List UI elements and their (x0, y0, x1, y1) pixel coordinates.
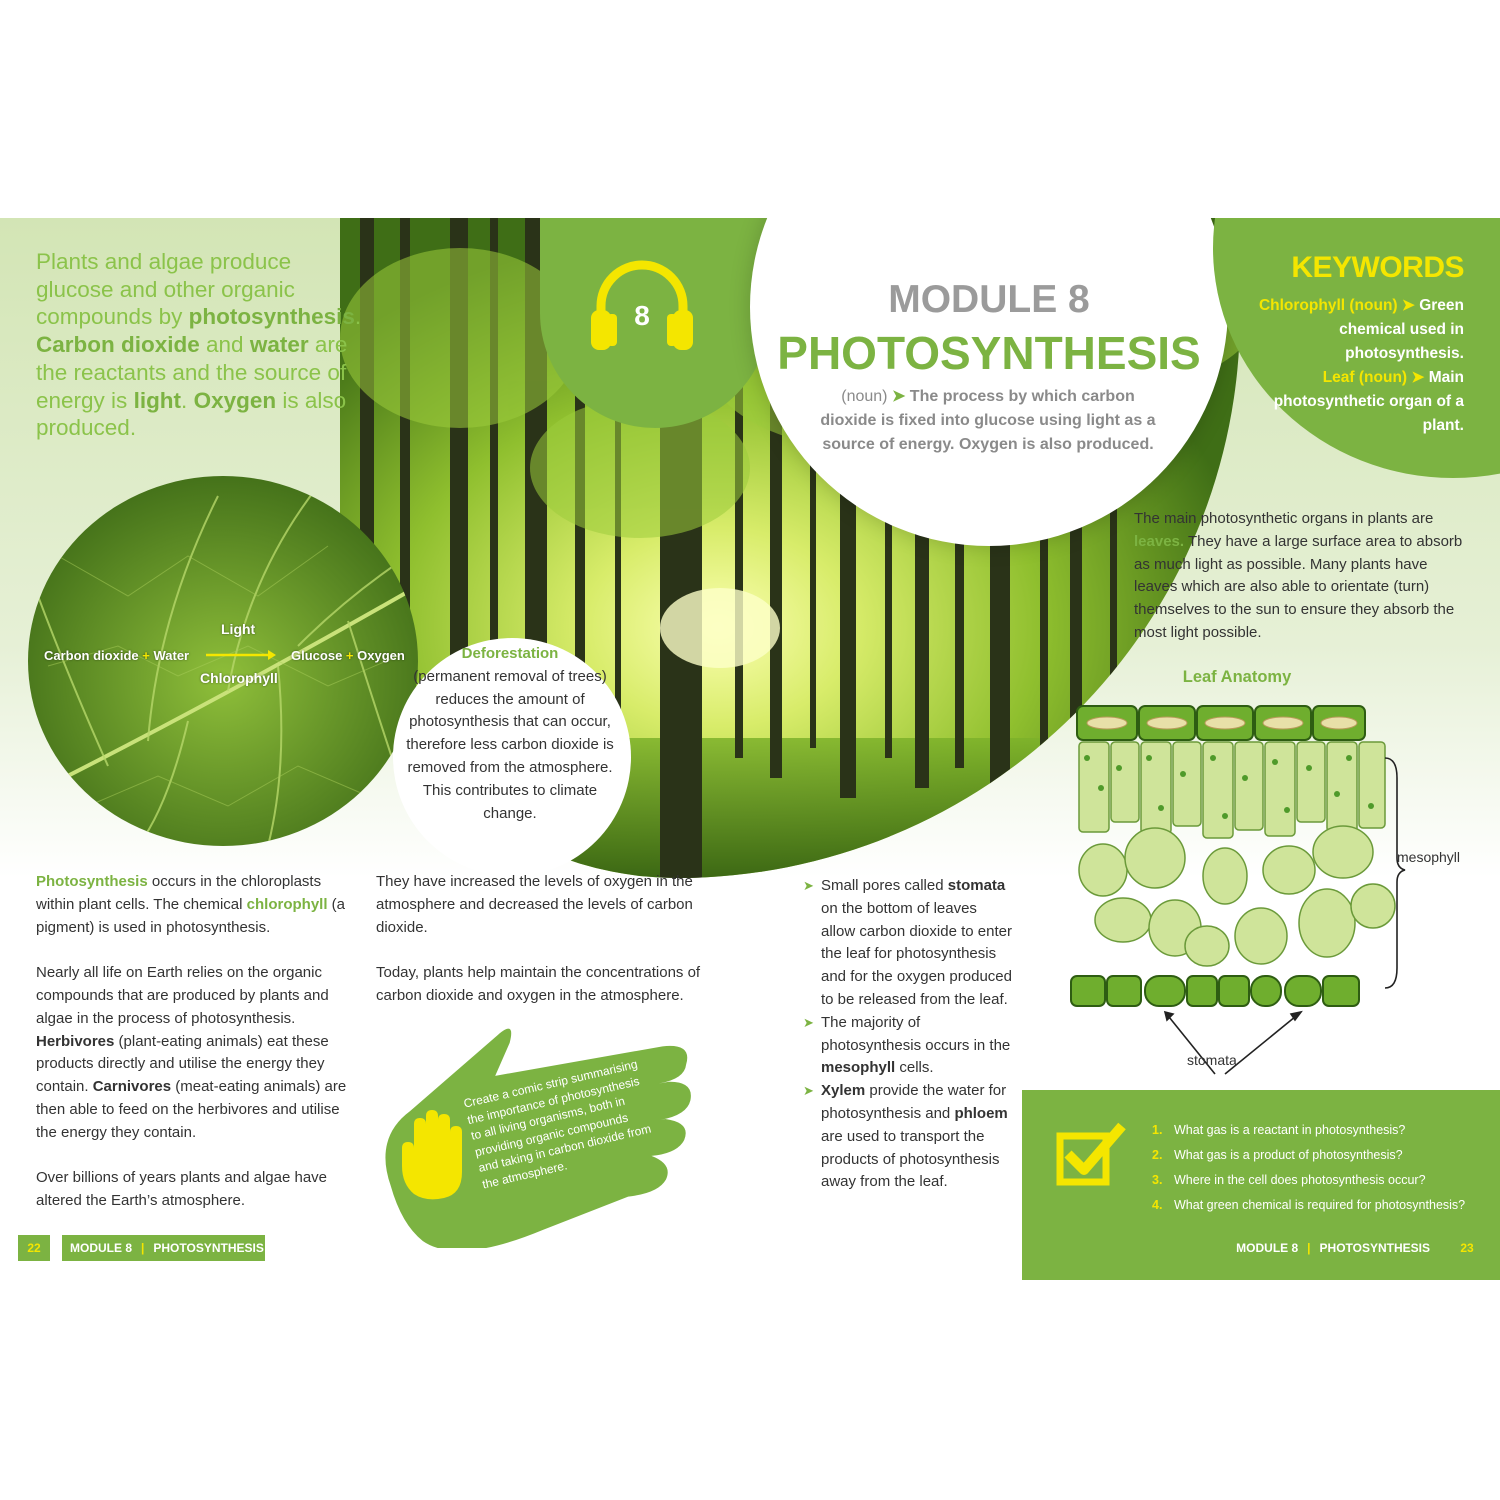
paragraph: Over billions of years plants and algae have altered the Earth’s atmosphere. (36, 1169, 328, 1210)
module-number: 8 (634, 300, 650, 331)
question-text: What green chemical is required for photosynthesis? (1174, 1198, 1466, 1212)
body-column-2 (376, 871, 706, 1031)
question-text: Where in the cell does photosynthesis occur? (1174, 1173, 1426, 1187)
bullet-item (803, 1012, 1013, 1080)
intro-part: Plants and algae produce glucose and other organic compounds by (36, 249, 295, 330)
arrow-bullet-icon: ➤ (803, 878, 814, 893)
question-text: What gas is a product of photosynthesis? (1174, 1148, 1403, 1162)
question-number: 2. (1152, 1148, 1163, 1162)
equation-reactants (44, 648, 189, 663)
page-number-left: 22 (18, 1235, 50, 1261)
question-item (1152, 1118, 1492, 1143)
activity-text: Create a comic strip summarising the importance of photosynthesis to all living organisms, both in providing organic compounds and taking in carbon dioxide from the atmosphere. (462, 1056, 653, 1192)
palisade-layer (1079, 742, 1385, 838)
page-spread (0, 218, 1500, 1282)
definition-pos: (noun) (841, 388, 888, 405)
organs-part: The main photosynthetic organs in plants are (1134, 510, 1434, 527)
intro-term: water (249, 332, 309, 358)
text: The majority of photosynthesis occurs in the (821, 1013, 1011, 1054)
footer-module: MODULE 8 (1236, 1241, 1299, 1255)
intro-part: . (354, 304, 362, 330)
equation-co2: Carbon dioxide (44, 648, 139, 663)
question-number: 3. (1152, 1173, 1163, 1187)
question-item (1152, 1143, 1492, 1168)
arrow-bullet-icon: ➤ (803, 1083, 814, 1099)
paragraph: Today, plants help maintain the concentrations of carbon dioxide and oxygen in the atmosphere. (376, 964, 701, 1004)
term: stomata (947, 877, 1006, 894)
keyword-item (1240, 294, 1464, 366)
definition-text: The process by which carbon dioxide is fixed into glucose using light as a source of energy. Oxygen is also produced. (820, 388, 1156, 453)
question-item (1152, 1168, 1492, 1193)
bullet-item (803, 875, 1013, 1012)
page-title: PHOTOSYNTHESIS (777, 327, 1201, 379)
text: Small pores called (821, 877, 948, 894)
deforestation-title: Deforestation (461, 645, 559, 662)
deforestation-text: (permanent removal of trees) reduces the amount of photosynthesis that can occur, therefore less carbon dioxide is removed from the atmosphere. This contributes to climate change. (406, 667, 614, 822)
questions-list (1152, 1118, 1492, 1218)
mesophyll-label: mesophyll (1397, 849, 1461, 865)
text: are used to transport the products of photosynthesis away from the leaf. (821, 1127, 1000, 1191)
footer-separator: | (141, 1241, 145, 1255)
intro-part: . (181, 387, 194, 413)
equation-arrow (206, 648, 276, 662)
stomata-label: stomata (1187, 1052, 1237, 1068)
keyword-def: Green chemical used in photosynthesis. (1339, 297, 1464, 362)
module-label: MODULE 8 (888, 278, 1090, 321)
text: (plant-eating animals) eat these products directly and utilise the energy they contain. (36, 1032, 329, 1096)
footer-left (62, 1235, 265, 1261)
term: Carnivores (92, 1078, 172, 1096)
lower-epidermis (1071, 976, 1359, 1006)
spongy-layer (1079, 826, 1395, 966)
question-item (1152, 1193, 1492, 1218)
keyword-term: Leaf (noun) ➤ (1322, 369, 1425, 386)
organs-part: They have a large surface area to absorb as much light as possible. Many plants have leaves which are also able to orientate (turn) themselves to the sun to ensure they absorb the most light possible. (1134, 532, 1463, 641)
paragraph (36, 962, 356, 1144)
term: Herbivores (36, 1032, 115, 1050)
hand-icon (396, 1106, 468, 1202)
organs-term: leaves. (1134, 532, 1185, 550)
paragraph (36, 871, 356, 939)
keyword-def: Main photosynthetic organ of a plant. (1273, 369, 1464, 434)
question-text: What gas is a reactant in photosynthesis? (1174, 1123, 1406, 1137)
intro-part: and (199, 332, 250, 358)
intro-term: photosynthesis (188, 304, 355, 330)
keywords-heading: KEYWORDS (1291, 251, 1464, 284)
intro-term: light (133, 387, 182, 413)
term: Photosynthesis (36, 873, 148, 890)
term: chlorophyll (246, 895, 328, 913)
intro-term: Carbon dioxide (36, 332, 200, 358)
equation-plus: + (142, 648, 150, 663)
text: Nearly all life on Earth relies on the organic compounds that are produced by plants and algae in the process of photosynthesis. (36, 964, 329, 1027)
footer-separator: | (1307, 1241, 1311, 1255)
bullet-item (803, 1080, 1013, 1194)
keywords-list (1240, 294, 1464, 438)
text: provide the water for photosynthesis and (821, 1082, 1007, 1122)
organs-paragraph (1134, 508, 1464, 645)
term: Xylem (821, 1082, 866, 1100)
question-number: 1. (1152, 1123, 1163, 1137)
deforestation-note (405, 643, 615, 825)
intro-part: is also produced. (36, 387, 347, 441)
footer-topic: PHOTOSYNTHESIS (1319, 1241, 1430, 1255)
question-number: 4. (1152, 1198, 1163, 1212)
arrow-bullet-icon: ➤ (891, 388, 906, 405)
upper-epidermis (1077, 706, 1365, 740)
equation-oxygen: Oxygen (357, 648, 405, 663)
intro-text (36, 248, 366, 442)
footer-topic: PHOTOSYNTHESIS (153, 1241, 264, 1255)
footer-module: MODULE 8 (70, 1241, 133, 1255)
text: (a pigment) is used in photosynthesis. (36, 895, 346, 936)
equation-glucose: Glucose (291, 648, 343, 663)
keyword-term: Chlorophyll (noun) ➤ (1258, 297, 1415, 314)
text: (meat-eating animals) are then able to feed on the herbivores and utilise the energy they contain. (36, 1078, 347, 1141)
definition (812, 385, 1164, 457)
intro-part: are the reactants and the source of energy is (36, 332, 348, 413)
keyword-item (1240, 366, 1464, 438)
equation-chlorophyll: Chlorophyll (200, 670, 278, 686)
intro-term: Oxygen (193, 387, 277, 413)
text: cells. (895, 1059, 934, 1077)
equation-light: Light (221, 621, 256, 637)
text: occurs in the chloroplasts within plant cells. The chemical (36, 873, 322, 913)
equation-products (291, 648, 405, 663)
term: mesophyll (821, 1059, 896, 1077)
body-column-1 (36, 871, 356, 1236)
leaf-anatomy-title: Leaf Anatomy (1182, 668, 1292, 686)
equation-water: Water (153, 648, 190, 663)
text: on the bottom of leaves allow carbon dioxide to enter the leaf for photosynthesis and for the oxygen produced to be released from the leaf. (821, 899, 1012, 1008)
equation-plus: + (345, 648, 354, 663)
footer-right (1230, 1235, 1430, 1261)
checkbox-tick-icon (1056, 1118, 1128, 1190)
arrow-bullet-icon: ➤ (803, 1014, 814, 1030)
leaf-anatomy-diagram (1065, 698, 1485, 1078)
body-column-3 (803, 875, 1013, 1194)
term: phloem (954, 1104, 1008, 1122)
paragraph: They have increased the levels of oxygen in the atmosphere and decreased the levels of carbon dioxide. (376, 873, 693, 936)
page-number-right: 23 (1460, 1241, 1474, 1255)
